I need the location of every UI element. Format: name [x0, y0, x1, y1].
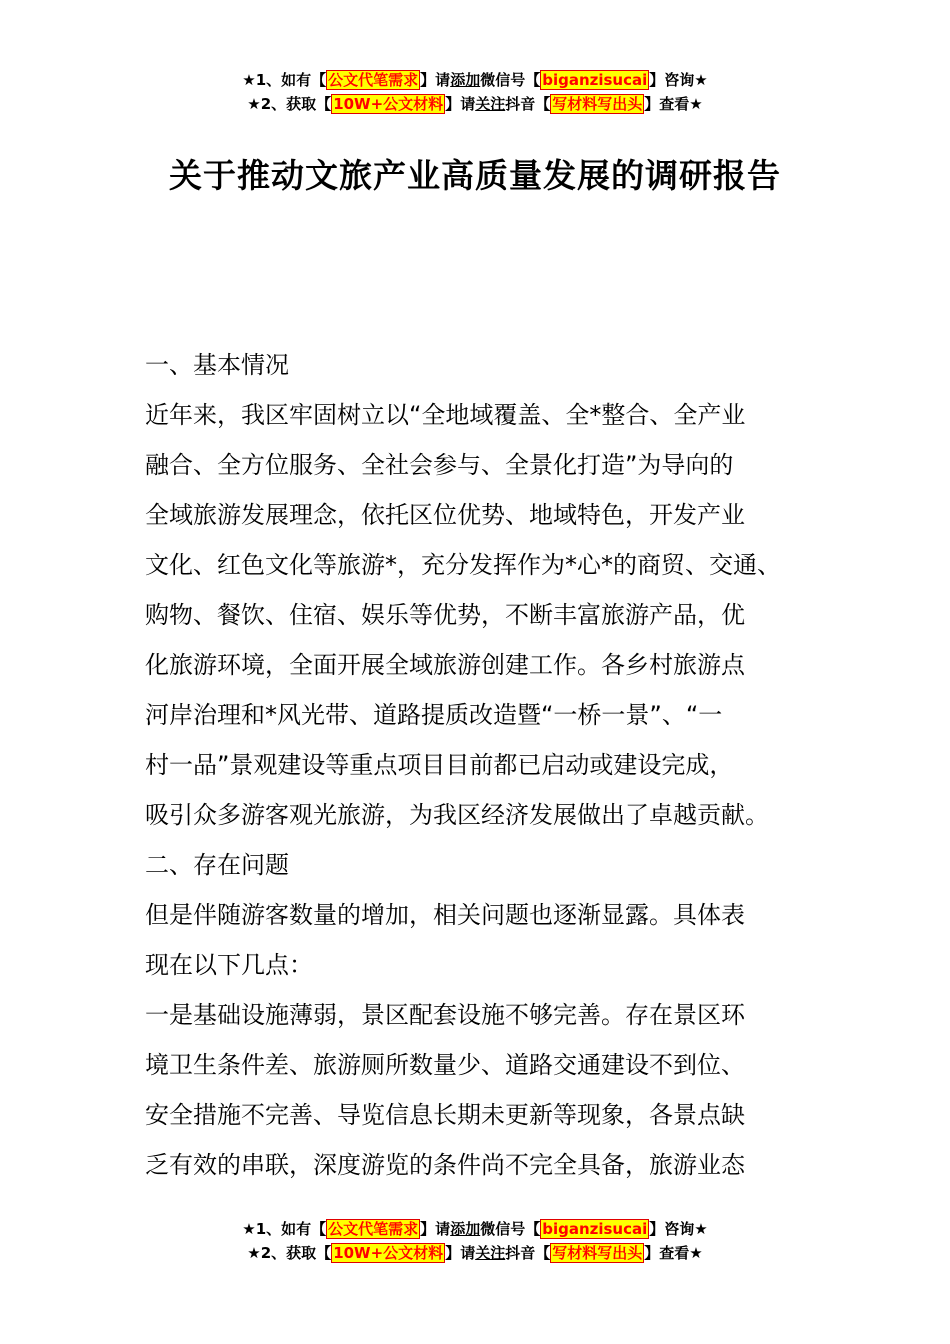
banner-underlined: 关注: [475, 95, 506, 113]
banner-line-2: [0, 92, 950, 116]
body-line: 但是伴随游客数量的增加，相关问题也逐渐显露。具体表: [145, 901, 745, 929]
banner-text: 】查看★: [644, 1244, 703, 1262]
body-line: 现在以下几点：: [145, 951, 313, 979]
banner-text: ★1、如有【: [242, 1220, 327, 1238]
banner-underlined: 关注: [475, 1244, 506, 1262]
body-line: 河岸治理和*风光带、道路提质改造暨“一桥一景”、“一: [145, 701, 723, 729]
banner-text: 】请: [420, 71, 451, 89]
body-line: 境卫生条件差、旅游厕所数量少、道路交通建设不到位、: [145, 1051, 745, 1079]
banner-highlight: 写材料写出头: [552, 1244, 643, 1262]
document-title: 关于推动文旅产业高质量发展的调研报告: [169, 156, 781, 195]
body-line: 村一品”景观建设等重点项目目前都已启动或建设完成，: [145, 751, 734, 779]
body-line: 二、存在问题: [145, 851, 289, 879]
banner-highlight: biganzisucai: [542, 1220, 648, 1238]
banner-line-1: [0, 1217, 950, 1241]
banner-text: 】查看★: [644, 95, 703, 113]
banner-text: ★2、获取【: [247, 1244, 332, 1262]
body-line: 全域旅游发展理念，依托区位优势、地域特色，开发产业: [145, 501, 745, 529]
body-line: 一、基本情况: [145, 351, 289, 379]
body-line: 安全措施不完善、导览信息长期未更新等现象，各景点缺: [145, 1101, 745, 1129]
banner-line-2: [0, 1241, 950, 1265]
banner-highlight: 10W+公文材料: [333, 1244, 444, 1262]
banner-highlight: 公文代笔需求: [328, 1220, 419, 1238]
banner-text: ★1、如有【: [242, 71, 327, 89]
body-line: 文化、红色文化等旅游*，充分发挥作为*心*的商贸、交通、: [145, 551, 781, 579]
document-body: [145, 340, 825, 1190]
banner-highlight: 写材料写出头: [552, 95, 643, 113]
banner-highlight: biganzisucai: [542, 71, 648, 89]
banner-text: 抖音【: [505, 95, 551, 113]
banner-highlight: 10W+公文材料: [333, 95, 444, 113]
banner-underlined: 添加: [450, 71, 481, 89]
header-banner: [0, 68, 950, 116]
banner-text: 】咨询★: [649, 1220, 708, 1238]
banner-text: 】请: [445, 1244, 476, 1262]
banner-highlight: 公文代笔需求: [328, 71, 419, 89]
banner-text: ★2、获取【: [247, 95, 332, 113]
body-line: 化旅游环境，全面开展全域旅游创建工作。各乡村旅游点: [145, 651, 745, 679]
body-line: 吸引众多游客观光旅游，为我区经济发展做出了卓越贡献。: [145, 801, 769, 829]
banner-text: 抖音【: [505, 1244, 551, 1262]
banner-text: 微信号【: [480, 1220, 541, 1238]
banner-text: 】请: [420, 1220, 451, 1238]
body-line: 一是基础设施薄弱，景区配套设施不够完善。存在景区环: [145, 1001, 745, 1029]
banner-underlined: 添加: [450, 1220, 481, 1238]
banner-text: 】请: [445, 95, 476, 113]
banner-line-1: [0, 68, 950, 92]
body-line: 购物、餐饮、住宿、娱乐等优势，不断丰富旅游产品，优: [145, 601, 745, 629]
footer-banner: [0, 1217, 950, 1265]
banner-text: 微信号【: [480, 71, 541, 89]
banner-text: 】咨询★: [649, 71, 708, 89]
body-line: 乏有效的串联，深度游览的条件尚不完全具备，旅游业态: [145, 1151, 745, 1179]
body-line: 融合、全方位服务、全社会参与、全景化打造”为导向的: [145, 451, 734, 479]
body-line: 近年来，我区牢固树立以“全地域覆盖、全*整合、全产业: [145, 401, 746, 429]
